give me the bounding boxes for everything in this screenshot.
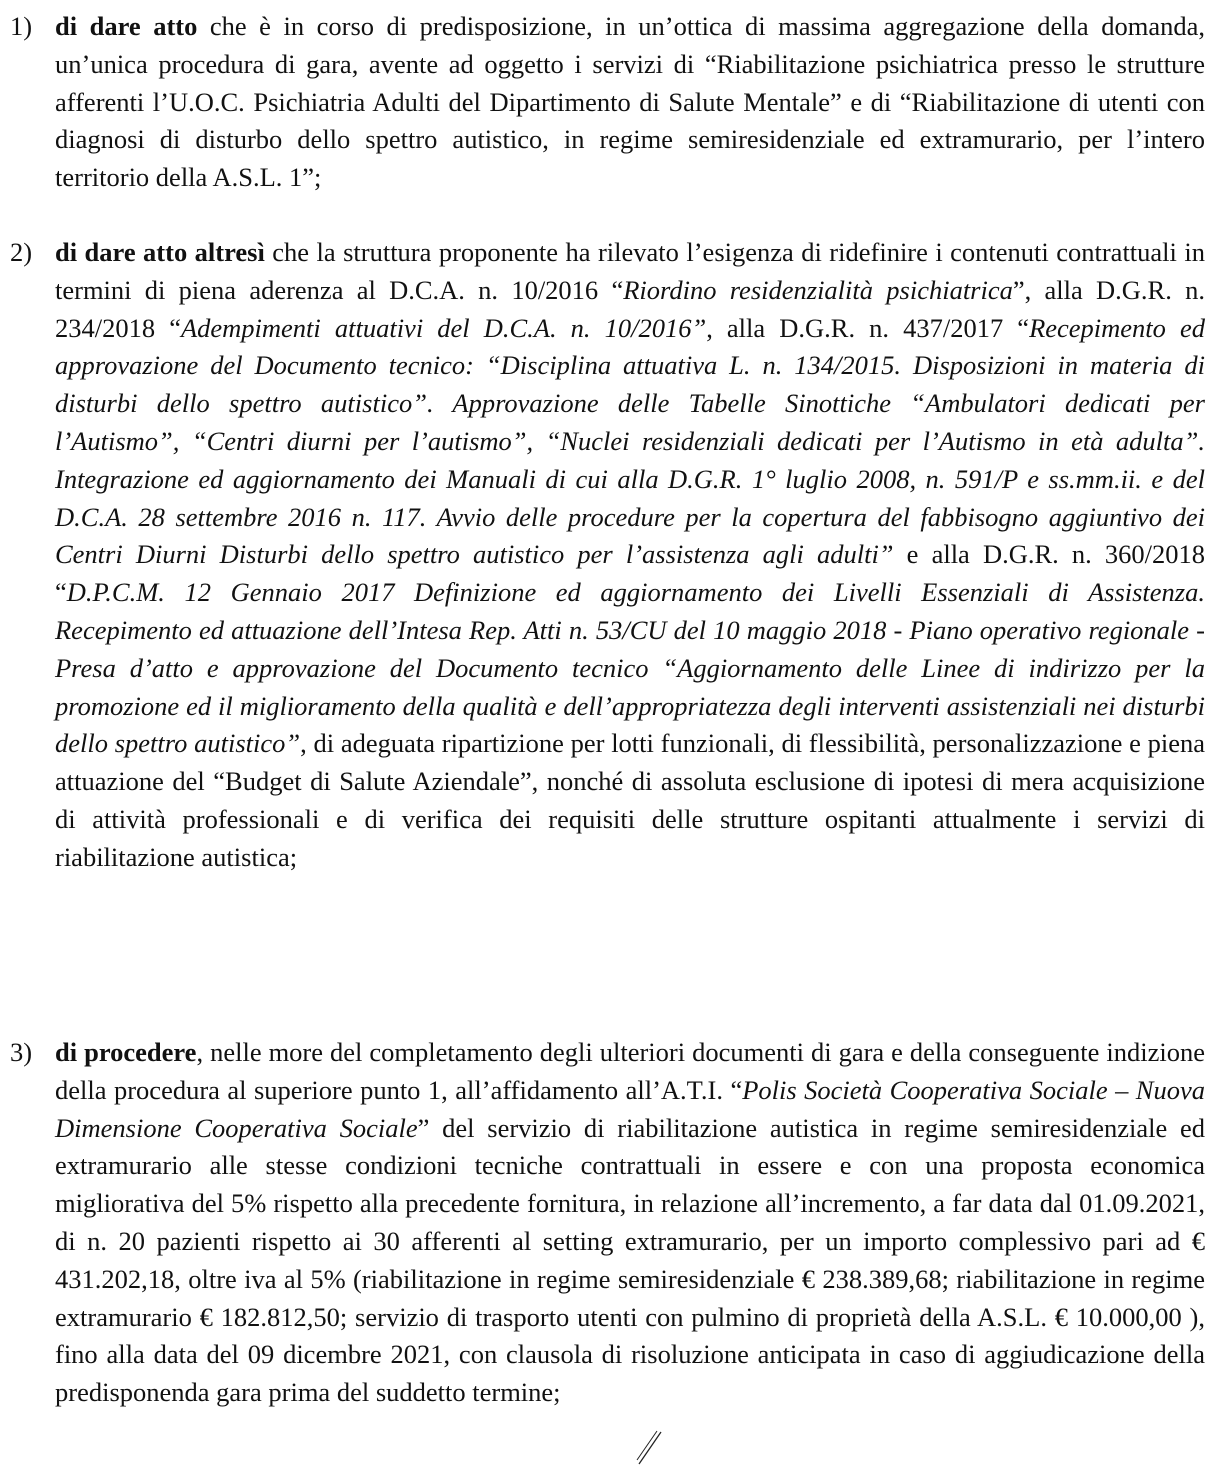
item-body-part: e alla D.G.R. n. 360/2018 “ xyxy=(55,539,1206,608)
item-number: 2) xyxy=(10,237,33,267)
item-citation-title: Riordino residenzialità psichiatrica xyxy=(623,274,1013,305)
item-body-part: , di adeguata ripartizione per lotti funzionali, di flessibilità, personalizzazione e piena attuazione del “Budget di Salute Aziendale”, nonché di assoluta esclusione di ipotesi di mera acquisizione di attività professionali e di verifica dei requisiti delle strutture ospitanti attualmente i servizi di riabilitazione autistica; xyxy=(55,728,1205,872)
item-body-part: che la struttura proponente ha rilevato l’esigenza di ridefinire i contenuti contrattuali in termini di piena aderenza al D.C.A. n. 10/2016 “ xyxy=(55,237,1205,305)
item-text xyxy=(55,234,1205,877)
item-body-part: , alla D.G.R. n. 437/2017 “ xyxy=(706,312,1030,343)
item-text xyxy=(55,1034,1205,1412)
item-citation-title: Adempimenti attuativi del D.C.A. n. 10/2016” xyxy=(180,312,707,343)
item-text xyxy=(55,8,1205,197)
item-body-part: ”, alla D.G.R. n. 234/2018 “ xyxy=(55,274,1205,343)
pen-mark xyxy=(635,1430,665,1466)
item-body-part: , nelle more del completamento degli ulteriori documenti di gara e della conseguente indizione della procedura al superiore punto 1, all’affidamento all’A.T.I. “ xyxy=(55,1037,1205,1105)
item-number: 1) xyxy=(10,11,33,41)
item-number: 3) xyxy=(10,1037,33,1067)
item-lead: di procedere xyxy=(55,1037,197,1067)
item-citation-title: D.P.C.M. 12 Gennaio 2017 Definizione ed aggiornamento dei Livelli Essenziali di Assistenza. Recepimento ed attuazione dell’Intesa Rep. Atti n. 53/CU del 10 maggio 2018 - Piano operativo regionale - Presa d’atto e approvazione del Documento tecnico “Aggiornamento delle Linee di indirizzo per la promozione ed il miglioramento della qualità e dell’appropriatezza degli interventi assistenziali nei disturbi dello spettro autistico” xyxy=(55,577,1205,759)
item-party-name: Polis Società Cooperativa Sociale – Nuova Dimensione Cooperativa Sociale xyxy=(55,1074,1205,1143)
item-lead: di dare atto altresì xyxy=(55,237,265,267)
item-body: che è in corso di predisposizione, in un’ottica di massima aggregazione della domanda, un’unica procedura di gara, avente ad oggetto i servizi di “Riabilitazione psichiatrica presso le strutture afferenti l’U.O.C. Psichiatria Adulti del Dipartimento di Salute Mentale” e di “Riabilitazione di utenti con diagnosi di disturbo dello spettro autistico, in regime semiresidenziale ed extramurario, per l’intero territorio della A.S.L. 1”; xyxy=(55,11,1205,193)
item-lead: di dare atto xyxy=(55,11,198,41)
item-citation-title: Recepimento ed approvazione del Documento tecnico: “Disciplina attuativa L. n. 134/2015. Disposizioni in materia di disturbi dello spettro autistico”. Approvazione delle Tabelle Sinottiche “Ambulatori dedicati per l’Autismo”, “Centri diurni per l’autismo”, “Nuclei residenziali dedicati per l’Autismo in età adulta”. Integrazione ed aggiornamento dei Manuali di cui alla D.G.R. 1° luglio 2008, n. 591/P e ss.mm.ii. e del D.C.A. 28 settembre 2016 n. 117. Avvio delle procedure per la copertura del fabbisogno aggiuntivo dei Centri Diurni Disturbi dello spettro autistico per l’assistenza agli adulti” xyxy=(55,312,1205,570)
item-body-part: ” del servizio di riabilitazione autistica in regime semiresidenziale ed extramurario alle stesse condizioni tecniche contrattuali in essere e con una proposta economica migliorativa del 5% rispetto alla precedente fornitura, in relazione all’incremento, a far data dal 01.09.2021, di n. 20 pazienti rispetto ai 30 afferenti al setting extramurario, per un importo complessivo pari ad € 431.202,18, oltre iva al 5% (riabilitazione in regime semiresidenziale € 238.389,68; riabilitazione in regime extramurario € 182.812,50; servizio di trasporto utenti con pulmino di proprietà della A.S.L. € 10.000,00 ), fino alla data del 09 dicembre 2021, con clausola di risoluzione anticipata in caso di aggiudicazione della predisponenda gara prima del suddetto termine; xyxy=(55,1112,1206,1408)
